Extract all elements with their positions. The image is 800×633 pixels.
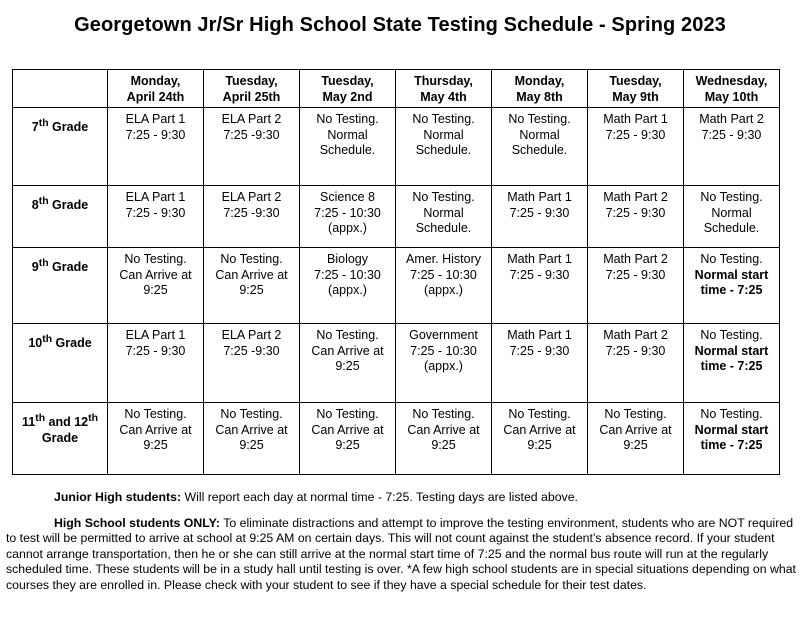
schedule-cell: No Testing. Normal Schedule. bbox=[492, 108, 588, 186]
schedule-cell: Math Part 1 7:25 - 9:30 bbox=[492, 186, 588, 248]
schedule-cell: ELA Part 1 7:25 - 9:30 bbox=[108, 108, 204, 186]
schedule-cell: Science 8 7:25 - 10:30 (appx.) bbox=[300, 186, 396, 248]
schedule-cell: No Testing. Can Arrive at 9:25 bbox=[204, 403, 300, 475]
column-header: Monday, May 8th bbox=[492, 70, 588, 108]
schedule-cell: No Testing. Can Arrive at 9:25 bbox=[108, 403, 204, 475]
schedule-cell: No Testing. Normal Schedule. bbox=[684, 186, 780, 248]
schedule-cell: ELA Part 2 7:25 -9:30 bbox=[204, 108, 300, 186]
schedule-cell: Amer. History 7:25 - 10:30 (appx.) bbox=[396, 248, 492, 324]
schedule-cell: No Testing. Normal Schedule. bbox=[300, 108, 396, 186]
schedule-cell: ELA Part 1 7:25 - 9:30 bbox=[108, 186, 204, 248]
grade-label: 10th Grade bbox=[13, 324, 108, 403]
column-header: Thursday, May 4th bbox=[396, 70, 492, 108]
schedule-cell: No Testing. Can Arrive at 9:25 bbox=[492, 403, 588, 475]
schedule-cell: No Testing. Normal Schedule. bbox=[396, 186, 492, 248]
grade-label: 11th and 12th Grade bbox=[13, 403, 108, 475]
junior-high-note: Junior High students: Will report each day at normal time - 7:25. Testing days are listed above. bbox=[54, 490, 578, 504]
column-header: Tuesday, May 9th bbox=[588, 70, 684, 108]
grade-label: 7th Grade bbox=[13, 108, 108, 186]
high-school-note: High School students ONLY: To eliminate distractions and attempt to improve the testing environment, students who are NOT required to test will be permitted to arrive at school at 9:25 AM on certain days. This will not count against the student’s absence record. If your student cannot arrange transportation, then he or she can still arrive at the normal start time of 7:25 and the normal bus route will run at the regularly scheduled time. These students will be in a study hall until testing is over. *A few high school students are in special situations depending on what courses they are enrolled in. Please check with your student to see if they have a special schedule for their test dates. bbox=[6, 515, 796, 592]
table-row bbox=[13, 403, 780, 475]
schedule-cell: Math Part 2 7:25 - 9:30 bbox=[588, 324, 684, 403]
schedule-cell: No Testing. Can Arrive at 9:25 bbox=[300, 324, 396, 403]
header-row bbox=[13, 70, 780, 108]
schedule-cell: Biology 7:25 - 10:30 (appx.) bbox=[300, 248, 396, 324]
header-corner bbox=[13, 70, 108, 108]
column-header: Monday, April 24th bbox=[108, 70, 204, 108]
schedule-cell: Math Part 1 7:25 - 9:30 bbox=[492, 324, 588, 403]
table-row bbox=[13, 108, 780, 186]
schedule-cell: No Testing. Normal Schedule. bbox=[396, 108, 492, 186]
schedule-cell: Math Part 1 7:25 - 9:30 bbox=[588, 108, 684, 186]
schedule-cell: Math Part 2 7:25 - 9:30 bbox=[684, 108, 780, 186]
schedule-cell: No Testing. Can Arrive at 9:25 bbox=[396, 403, 492, 475]
table-row bbox=[13, 324, 780, 403]
grade-label: 8th Grade bbox=[13, 186, 108, 248]
schedule-cell: No Testing. Normal start time - 7:25 bbox=[684, 248, 780, 324]
table-row bbox=[13, 186, 780, 248]
table-row bbox=[13, 248, 780, 324]
schedule-cell: ELA Part 2 7:25 -9:30 bbox=[204, 324, 300, 403]
schedule-cell: Government 7:25 - 10:30 (appx.) bbox=[396, 324, 492, 403]
schedule-cell: Math Part 1 7:25 - 9:30 bbox=[492, 248, 588, 324]
schedule-cell: No Testing. Normal start time - 7:25 bbox=[684, 403, 780, 475]
schedule-cell: No Testing. Normal start time - 7:25 bbox=[684, 324, 780, 403]
column-header: Wednesday, May 10th bbox=[684, 70, 780, 108]
schedule-cell: No Testing. Can Arrive at 9:25 bbox=[588, 403, 684, 475]
schedule-cell: No Testing. Can Arrive at 9:25 bbox=[108, 248, 204, 324]
column-header: Tuesday, May 2nd bbox=[300, 70, 396, 108]
schedule-cell: ELA Part 2 7:25 -9:30 bbox=[204, 186, 300, 248]
schedule-cell: Math Part 2 7:25 - 9:30 bbox=[588, 186, 684, 248]
column-header: Tuesday, April 25th bbox=[204, 70, 300, 108]
schedule-cell: Math Part 2 7:25 - 9:30 bbox=[588, 248, 684, 324]
schedule-cell: No Testing. Can Arrive at 9:25 bbox=[204, 248, 300, 324]
notes-section bbox=[6, 490, 796, 603]
page-title: Georgetown Jr/Sr High School State Testing Schedule - Spring 2023 bbox=[74, 14, 726, 36]
testing-schedule-table bbox=[12, 69, 780, 475]
grade-label: 9th Grade bbox=[13, 248, 108, 324]
schedule-cell: ELA Part 1 7:25 - 9:30 bbox=[108, 324, 204, 403]
schedule-cell: No Testing. Can Arrive at 9:25 bbox=[300, 403, 396, 475]
